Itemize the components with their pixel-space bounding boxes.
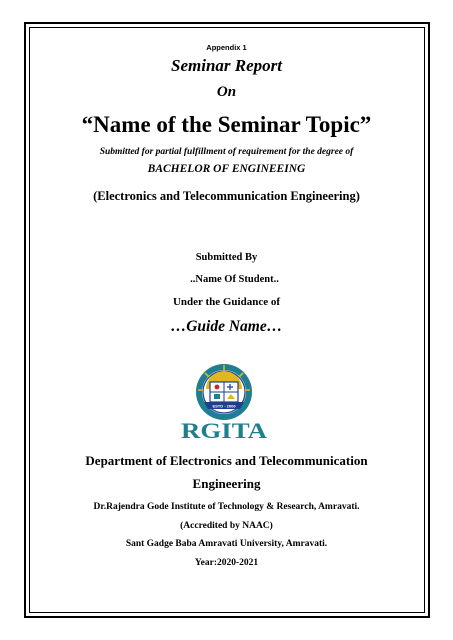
appendix-label: Appendix 1: [206, 43, 247, 52]
department-line-2: Engineering: [192, 476, 261, 491]
student-name: ..Name Of Student..: [190, 274, 279, 285]
branch-name: (Electronics and Telecommunication Engineering): [93, 189, 360, 203]
submitted-for-text: Submitted for partial fulfillment of requirement for the degree of: [99, 147, 354, 157]
logo-estd: ESTD - 2000: [212, 403, 236, 409]
accreditation-text: (Accredited by NAAC): [180, 521, 273, 531]
institute-name: Dr.Rajendra Gode Institute of Technology & Research, Amravati.: [93, 502, 360, 512]
college-logo: [174, 362, 274, 444]
academic-year: Year:2020-2021: [194, 558, 259, 568]
logo-wordmark: RGITA: [181, 418, 268, 443]
on-label: On: [216, 84, 237, 100]
submitted-by-label: Submitted By: [195, 252, 258, 263]
report-title: Seminar Report: [171, 56, 282, 75]
seminar-topic: “Name of the Seminar Topic”: [81, 112, 372, 137]
degree-name: BACHELOR OF ENGINEEING: [147, 163, 306, 175]
department-line-1: Department of Electronics and Telecommunication: [85, 453, 368, 468]
guide-name: …Guide Name…: [170, 318, 283, 335]
guidance-label: Under the Guidance of: [172, 296, 281, 308]
university-name: Sant Gadge Baba Amravati University, Amravati.: [125, 539, 328, 549]
logo-emblem: [196, 364, 252, 420]
